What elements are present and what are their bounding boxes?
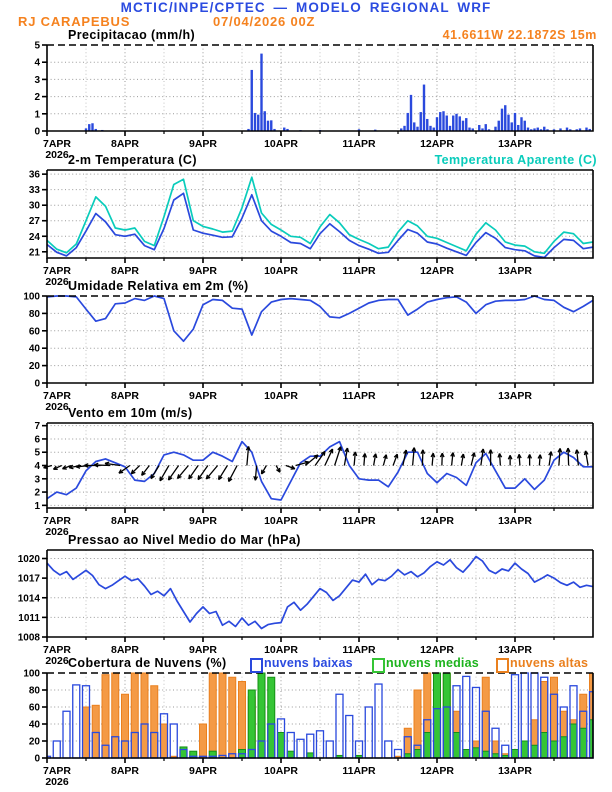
- svg-text:11APR: 11APR: [342, 515, 376, 527]
- svg-text:13APR: 13APR: [498, 138, 532, 150]
- svg-text:11APR: 11APR: [342, 765, 376, 777]
- svg-text:13APR: 13APR: [498, 390, 532, 402]
- svg-text:100: 100: [23, 291, 40, 303]
- svg-text:100: 100: [23, 668, 40, 680]
- panel-title-vento: Vento em 10m (m/s): [68, 406, 193, 420]
- station-coordinates: 41.6611W 22.1872S 15m: [442, 28, 597, 42]
- svg-text:0: 0: [34, 126, 40, 138]
- svg-text:1017: 1017: [17, 573, 40, 585]
- svg-text:12APR: 12APR: [420, 138, 454, 150]
- svg-text:7APR: 7APR: [42, 390, 72, 402]
- svg-text:13APR: 13APR: [498, 265, 532, 277]
- svg-text:10APR: 10APR: [264, 644, 298, 656]
- svg-text:12APR: 12APR: [420, 765, 454, 777]
- legend-swatch-nuvens-baixas: [250, 658, 263, 673]
- svg-text:2026: 2026: [45, 776, 69, 788]
- legend-temperatura-aparente: Temperatura Aparente (C): [434, 153, 597, 167]
- svg-text:2026: 2026: [45, 401, 69, 413]
- svg-text:6: 6: [34, 434, 40, 446]
- svg-text:60: 60: [28, 326, 40, 338]
- panel-title-precipitacao: Precipitacao (mm/h): [68, 28, 196, 42]
- svg-text:3: 3: [34, 74, 40, 86]
- legend-nuvens-medias: nuvens medias: [386, 656, 479, 670]
- svg-text:40: 40: [28, 719, 40, 731]
- panel-precipitacao: [34, 41, 593, 162]
- svg-text:7APR: 7APR: [42, 265, 72, 277]
- station-name: RJ CARAPEBUS: [18, 14, 131, 29]
- svg-text:33: 33: [28, 185, 40, 197]
- panel-title-temperatura: 2-m Temperatura (C): [68, 153, 197, 167]
- svg-text:1011: 1011: [18, 612, 40, 624]
- svg-text:12APR: 12APR: [420, 644, 454, 656]
- model-run-datetime: 07/04/2026 00Z: [213, 14, 316, 29]
- legend-nuvens-baixas: nuvens baixas: [264, 656, 353, 670]
- svg-text:7: 7: [34, 421, 40, 433]
- svg-text:1014: 1014: [17, 593, 40, 605]
- svg-text:36: 36: [28, 169, 40, 181]
- svg-text:12APR: 12APR: [420, 265, 454, 277]
- svg-text:1008: 1008: [17, 632, 40, 644]
- page-title: MCTIC/INPE/CPTEC — MODELO REGIONAL WRF: [120, 0, 492, 15]
- svg-text:2: 2: [34, 92, 40, 104]
- svg-text:5: 5: [34, 447, 40, 459]
- svg-text:24: 24: [28, 231, 40, 243]
- svg-text:2026: 2026: [45, 655, 69, 667]
- svg-text:8APR: 8APR: [110, 390, 140, 402]
- svg-text:12APR: 12APR: [420, 390, 454, 402]
- svg-text:13APR: 13APR: [498, 515, 532, 527]
- svg-text:2026: 2026: [45, 149, 69, 161]
- svg-text:60: 60: [28, 702, 40, 714]
- svg-text:7APR: 7APR: [42, 138, 72, 150]
- svg-text:10APR: 10APR: [264, 265, 298, 277]
- svg-text:10APR: 10APR: [264, 765, 298, 777]
- svg-text:8APR: 8APR: [110, 765, 140, 777]
- panel-umidade: [23, 292, 593, 414]
- svg-text:8APR: 8APR: [110, 265, 140, 277]
- svg-text:5: 5: [34, 40, 40, 52]
- svg-text:27: 27: [28, 216, 40, 228]
- svg-text:0: 0: [34, 753, 40, 765]
- svg-text:2: 2: [34, 487, 40, 499]
- legend-nuvens-altas: nuvens altas: [510, 656, 589, 670]
- panel-vento: [34, 421, 593, 538]
- svg-text:20: 20: [28, 736, 40, 748]
- svg-text:7APR: 7APR: [42, 515, 72, 527]
- svg-text:10APR: 10APR: [264, 515, 298, 527]
- svg-text:9APR: 9APR: [188, 765, 218, 777]
- panel-temperatura: [29, 170, 593, 288]
- svg-text:11APR: 11APR: [342, 644, 376, 656]
- svg-text:80: 80: [28, 685, 40, 697]
- panel-pressao: [18, 550, 593, 667]
- svg-text:9APR: 9APR: [188, 138, 218, 150]
- svg-text:8APR: 8APR: [110, 138, 140, 150]
- svg-text:11APR: 11APR: [342, 265, 376, 277]
- svg-text:12APR: 12APR: [420, 515, 454, 527]
- svg-text:8APR: 8APR: [110, 515, 140, 527]
- svg-text:80: 80: [28, 308, 40, 320]
- panel-title-nuvens: Cobertura de Nuvens (%): [68, 656, 227, 670]
- svg-text:7APR: 7APR: [42, 644, 72, 656]
- svg-text:1: 1: [34, 109, 40, 121]
- svg-text:3: 3: [34, 474, 40, 486]
- panel-title-umidade: Umidade Relativa em 2m (%): [68, 279, 249, 293]
- svg-text:1020: 1020: [17, 554, 40, 566]
- svg-text:10APR: 10APR: [264, 138, 298, 150]
- svg-text:21: 21: [28, 247, 40, 259]
- svg-text:0: 0: [34, 378, 40, 390]
- svg-text:7APR: 7APR: [42, 765, 72, 777]
- svg-text:9APR: 9APR: [188, 265, 218, 277]
- svg-text:20: 20: [28, 361, 40, 373]
- legend-swatch-nuvens-medias: [372, 658, 385, 673]
- svg-text:40: 40: [28, 343, 40, 355]
- svg-text:2026: 2026: [45, 276, 69, 288]
- svg-text:9APR: 9APR: [188, 644, 218, 656]
- svg-text:4: 4: [34, 461, 40, 472]
- panel-nuvens: [23, 669, 593, 789]
- svg-text:11APR: 11APR: [342, 138, 376, 150]
- svg-text:4: 4: [34, 57, 40, 69]
- svg-text:9APR: 9APR: [188, 515, 218, 527]
- svg-text:9APR: 9APR: [188, 390, 218, 402]
- svg-text:1: 1: [34, 500, 40, 512]
- svg-text:8APR: 8APR: [110, 644, 140, 656]
- panel-title-pressao: Pressao ao Nivel Medio do Mar (hPa): [68, 533, 301, 547]
- svg-text:30: 30: [28, 200, 40, 212]
- svg-text:13APR: 13APR: [498, 644, 532, 656]
- legend-swatch-nuvens-altas: [496, 658, 509, 673]
- svg-text:2026: 2026: [45, 526, 69, 538]
- svg-text:11APR: 11APR: [342, 390, 376, 402]
- svg-text:13APR: 13APR: [498, 765, 532, 777]
- svg-text:10APR: 10APR: [264, 390, 298, 402]
